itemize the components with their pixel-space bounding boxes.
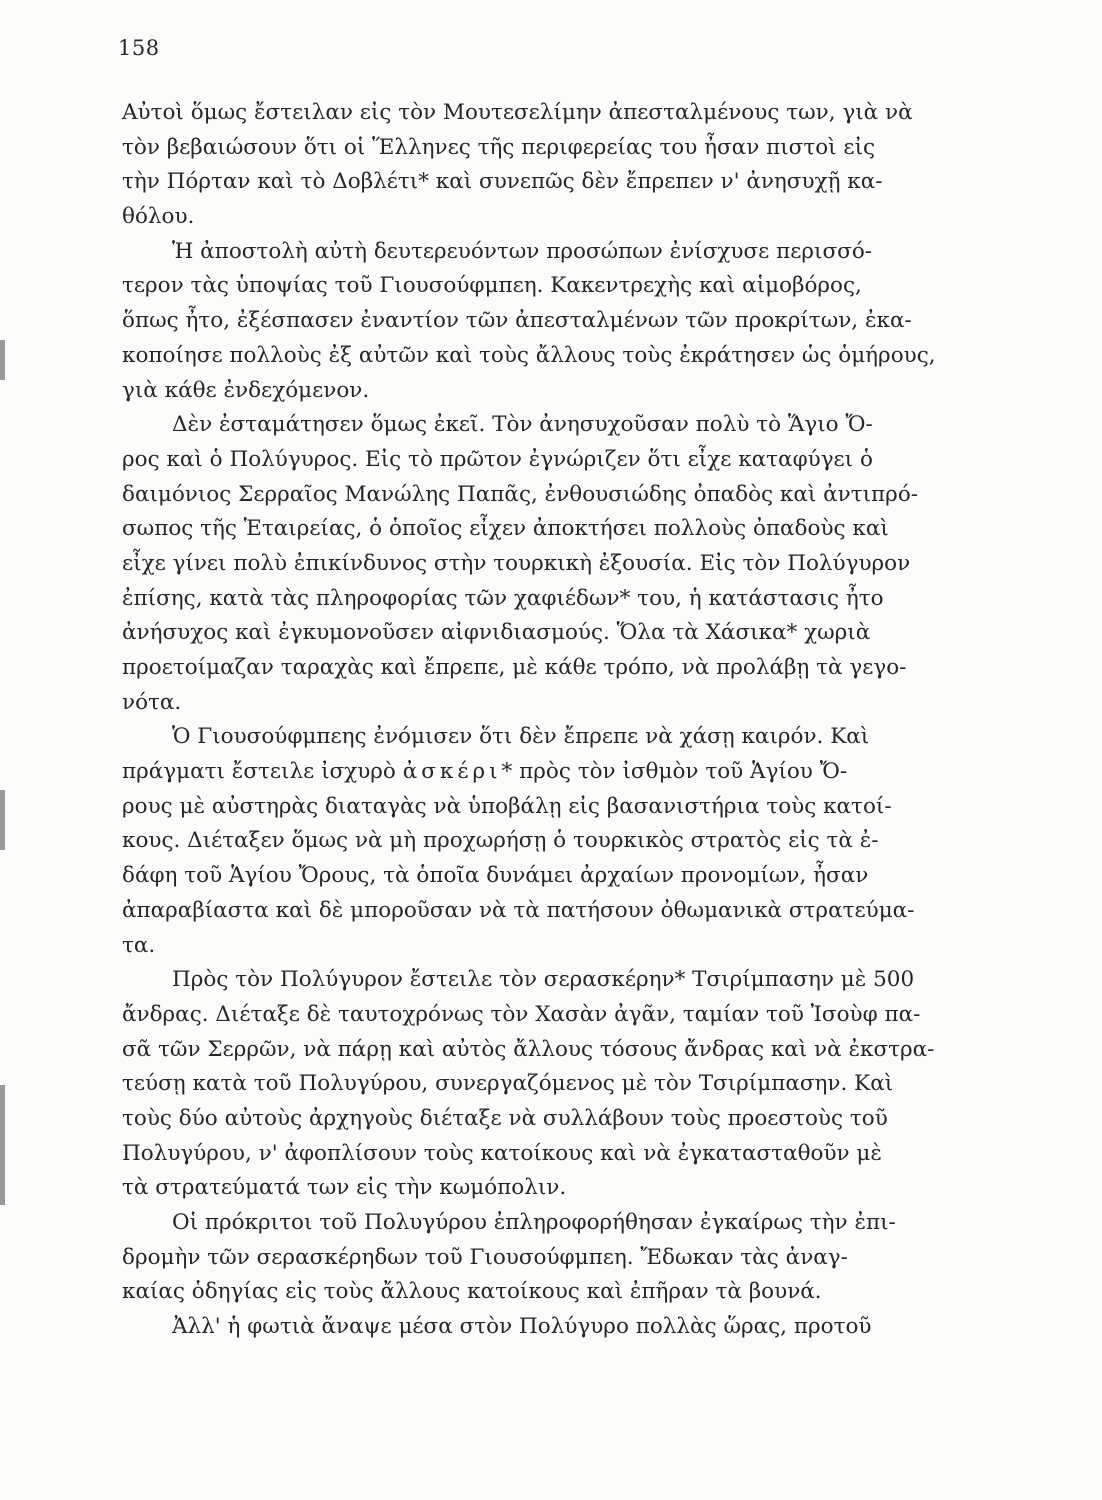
text-line: εἶχε γίνει πολὺ ἐπικίνδυνος στὴν τουρκικὴ ἐξουσία. Εἰς τὸν Πολύγυρον: [122, 550, 911, 576]
text-line: καίας ὁδηγίας εἰς τοὺς ἄλλους κατοίκους καὶ ἐπῆραν τὰ βουνά.: [122, 1279, 822, 1305]
text-line: κοποίησε πολλοὺς ἐξ αὐτῶν καὶ τοὺς ἄλλους τοὺς ἐκράτησεν ὡς ὁμήρους,: [122, 342, 936, 368]
text-line: Ὁ Γιουσούφμπεης ἐνόμισεν ὅτι δὲν ἔπρεπε νὰ χάσῃ καιρόν. Καὶ: [172, 724, 870, 750]
text-line: κους. Διέταξεν ὅμως νὰ μὴ προχωρήσῃ ὁ τουρκικὸς στρατὸς εἰς τὰ ἐ-: [122, 828, 879, 854]
body-text: [122, 96, 962, 1345]
text-line: σᾶ τῶν Σερρῶν, νὰ πάρῃ καὶ αὐτὸς ἄλλους τόσους ἄνδρας καὶ νὰ ἐκστρα-: [122, 1036, 935, 1062]
spaced-emphasis-word: ἀσκέρι: [402, 759, 502, 785]
text-line: Ἡ ἀποστολὴ αὐτὴ δευτερευόντων προσώπων ἐνίσχυσε περισσό-: [172, 238, 873, 264]
text-line: Πολυγύρου, ν' ἀφοπλίσουν τοὺς κατοίκους καὶ νὰ ἐγκατασταθοῦν μὲ: [122, 1140, 882, 1166]
scan-edge-mark: [0, 1085, 5, 1205]
text-line: ρος καὶ ὁ Πολύγυρος. Εἰς τὸ πρῶτον ἐγνώριζεν ὅτι εἶχε καταφύγει ὁ: [122, 446, 873, 472]
page-number: 158: [118, 36, 160, 60]
text-line: Οἱ πρόκριτοι τοῦ Πολυγύρου ἐπληροφορήθησαν ἐγκαίρως τὴν ἐπι-: [172, 1210, 896, 1235]
text-line: ἄνδρας. Διέταξε δὲ ταυτοχρόνως τὸν Χασὰν ἀγᾶν, ταμίαν τοῦ Ἰσοὺφ πα-: [122, 1001, 921, 1027]
text-line: Δὲν ἐσταμάτησεν ὅμως ἐκεῖ. Τὸν ἀνησυχοῦσαν πολὺ τὸ Ἅγιο Ὄ-: [172, 412, 873, 438]
text-line: δρομὴν τῶν σερασκέρηδων τοῦ Γιουσούφμπεη. Ἔδωκαν τὰς ἀναγ-: [122, 1244, 848, 1270]
text-line: τὴν Πόρταν καὶ τὸ Δοβλέτι* καὶ συνεπῶς δὲν ἔπρεπεν ν' ἀνησυχῇ κα-: [122, 169, 883, 195]
text-line: ἀνήσυχος καὶ ἐγκυμονοῦσεν αἰφνιδιασμούς. Ὅλα τὰ Χάσικα* χωριὰ: [122, 620, 871, 646]
text-span: * πρὸς τὸν ἰσθμὸν τοῦ Ἁγίου Ὄ-: [501, 759, 848, 785]
text-line: τερον τὰς ὑποψίας τοῦ Γιουσούφμπεη. Κακεντρεχὴς καὶ αἱμοβόρος,: [122, 273, 862, 299]
text-span: πράγματι ἔστειλε ἰσχυρὸ: [122, 759, 403, 785]
scan-edge-mark: [0, 340, 5, 380]
text-line: τὰ στρατεύματά των εἰς τὴν κωμόπολιν.: [122, 1175, 567, 1201]
text-line: θόλου.: [122, 204, 195, 230]
text-line: Αὐτοὶ ὅμως ἔστειλαν εἰς τὸν Μουτεσελίμην ἀπεσταλμένους των, γιὰ νὰ: [122, 100, 913, 125]
text-line: τὸν βεβαιώσουν ὅτι οἱ Ἕλληνες τῆς περιφερείας του ἦσαν πιστοὶ εἰς: [122, 134, 876, 160]
text-line: ρους μὲ αὐστηρὰς διαταγὰς νὰ ὑποβάλῃ εἰς βασανιστήρια τοὺς κατοί-: [122, 793, 892, 819]
text-line: ὅπως ἦτο, ἐξέσπασεν ἐναντίον τῶν ἀπεσταλμένων τῶν προκρίτων, ἐκα-: [122, 308, 912, 334]
text-line: ἀπαραβίαστα καὶ δὲ μποροῦσαν νὰ τὰ πατήσουν ὀθωμανικὰ στρατεύμα-: [122, 897, 915, 923]
text-line: [122, 755, 962, 790]
text-line: γιὰ κάθε ἐνδεχόμενον.: [122, 377, 370, 403]
scan-edge-mark: [0, 790, 5, 850]
text-line: δαιμόνιος Σερραῖος Μανώλης Παπᾶς, ἐνθουσιώδης ὀπαδὸς καὶ ἀντιπρό-: [122, 481, 919, 507]
text-line: τεύσῃ κατὰ τοῦ Πολυγύρου, συνεργαζόμενος μὲ τὸν Τσιρίμπασην. Καὶ: [122, 1071, 894, 1097]
text-line: Πρὸς τὸν Πολύγυρον ἔστειλε τὸν σερασκέρην* Τσιρίμπασην μὲ 500: [172, 967, 915, 993]
text-line: προετοίμαζαν ταραχὰς καὶ ἔπρεπε, μὲ κάθε τρόπο, νὰ προλάβῃ τὰ γεγο-: [122, 655, 907, 680]
text-line: δάφη τοῦ Ἁγίου Ὄρους, τὰ ὁποῖα δυνάμει ἀρχαίων προνομίων, ἦσαν: [122, 863, 869, 889]
text-line: σωπος τῆς Ἑταιρείας, ὁ ὁποῖος εἶχεν ἀποκτήσει πολλοὺς ὀπαδοὺς καὶ: [122, 516, 889, 542]
text-line: τοὺς δύο αὐτοὺς ἀρχηγοὺς διέταξε νὰ συλλάβουν τοὺς προεστοὺς τοῦ: [122, 1105, 888, 1131]
text-line: τα.: [122, 932, 156, 958]
text-line: ἐπίσης, κατὰ τὰς πληροφορίας τῶν χαφιέδων* του, ἡ κατάστασις ἦτο: [122, 585, 884, 611]
text-line: νότα.: [122, 689, 182, 715]
text-line: Ἀλλ' ἡ φωτιὰ ἄναψε μέσα στὸν Πολύγυρο πολλὰς ὥρας, προτοῦ: [172, 1314, 872, 1340]
